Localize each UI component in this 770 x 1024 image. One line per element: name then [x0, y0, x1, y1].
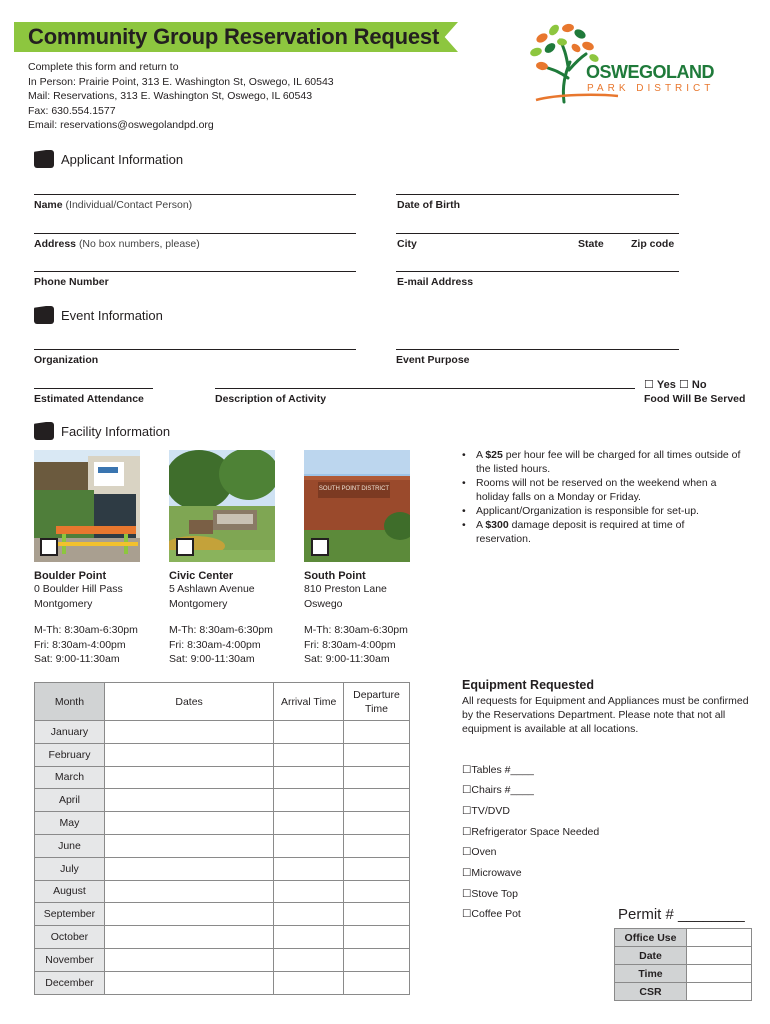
departure-cell[interactable]: [344, 743, 410, 766]
facility-civic-center: [169, 570, 273, 667]
office-row: [615, 929, 752, 947]
month-header: Month: [35, 683, 105, 721]
table-row: [35, 857, 410, 880]
month-cell: December: [35, 971, 105, 994]
office-use-table: [614, 928, 752, 1001]
facility-name: Civic Center: [169, 570, 234, 582]
state-label: State: [578, 238, 604, 250]
table-row: [35, 721, 410, 744]
city-state-zip-field[interactable]: [396, 233, 679, 234]
intro-line: In Person: Prairie Point, 313 E. Washington St, Oswego, IL 60543: [28, 75, 334, 88]
month-cell: July: [35, 857, 105, 880]
facility-hours: Sat: 9:00-11:30am: [34, 653, 120, 665]
month-cell: September: [35, 903, 105, 926]
dates-cell[interactable]: [104, 880, 273, 903]
departure-cell[interactable]: [344, 903, 410, 926]
arrival-cell[interactable]: [274, 834, 344, 857]
month-cell: March: [35, 766, 105, 789]
yes-checkbox[interactable]: ☐ Yes: [644, 379, 676, 391]
equipment-refrigerator[interactable]: ☐Refrigerator Space Needed: [462, 826, 600, 838]
page-title: Community Group Reservation Request: [28, 24, 440, 49]
address-field[interactable]: [34, 233, 356, 234]
dates-cell[interactable]: [104, 721, 273, 744]
arrival-cell[interactable]: [274, 926, 344, 949]
email-label: E-mail Address: [397, 276, 474, 288]
facility-hours: M-Th: 8:30am-6:30pm: [304, 624, 408, 636]
food-label: Food Will Be Served: [644, 393, 746, 405]
departure-cell[interactable]: [344, 721, 410, 744]
event-purpose-label: Event Purpose: [396, 354, 470, 366]
intro-line: Fax: 630.554.1577: [28, 104, 116, 117]
equipment-coffee-pot[interactable]: ☐Coffee Pot: [462, 908, 521, 920]
attendance-label: Estimated Attendance: [34, 393, 144, 405]
table-row: [35, 834, 410, 857]
intro-block: [28, 60, 428, 133]
dates-cell[interactable]: [104, 903, 273, 926]
arrival-cell[interactable]: [274, 812, 344, 835]
table-row: [35, 743, 410, 766]
dates-cell[interactable]: [104, 789, 273, 812]
event-purpose-field[interactable]: [396, 349, 679, 350]
note-item: • Applicant/Organization is responsible for set-up.: [462, 504, 742, 518]
description-label: Description of Activity: [215, 393, 327, 405]
office-row-value[interactable]: [687, 929, 752, 947]
facility-hours: Fri: 8:30am-4:00pm: [304, 638, 396, 651]
arrival-cell[interactable]: [274, 971, 344, 994]
reservation-table-body: [35, 721, 410, 995]
intro-line: Mail: Reservations, 313 E. Washington St, Oswego, IL 60543: [28, 90, 313, 102]
section-marker-icon: [34, 422, 54, 440]
facility-notes: [462, 448, 742, 546]
office-row-value[interactable]: [687, 947, 752, 965]
civic-center-checkbox[interactable]: [176, 538, 194, 556]
applicant-section-title: Applicant Information: [61, 152, 184, 167]
note-item: • Rooms will not be reserved on the weekend when a holiday falls on a Monday or Friday.: [462, 476, 742, 504]
attendance-field[interactable]: [34, 388, 153, 389]
office-row: [615, 947, 752, 965]
departure-cell[interactable]: [344, 766, 410, 789]
logo-name: OSWEGOLAND: [586, 62, 714, 82]
boulder-point-checkbox[interactable]: [40, 538, 58, 556]
departure-cell[interactable]: [344, 926, 410, 949]
arrival-cell[interactable]: [274, 743, 344, 766]
table-row: [35, 926, 410, 949]
month-cell: June: [35, 834, 105, 857]
facility-hours: Sat: 9:00-11:30am: [169, 653, 255, 665]
equipment-stove-top[interactable]: ☐Stove Top: [462, 888, 518, 900]
equipment-tv-dvd[interactable]: ☐TV/DVD: [462, 805, 510, 817]
intro-line: Complete this form and return to: [28, 61, 179, 73]
departure-cell[interactable]: [344, 880, 410, 903]
office-row: [615, 983, 752, 1001]
facility-city: Oswego: [304, 597, 343, 610]
description-field[interactable]: [215, 388, 635, 389]
arrival-cell[interactable]: [274, 721, 344, 744]
arrival-cell[interactable]: [274, 880, 344, 903]
facility-street: 5 Ashlawn Avenue: [169, 583, 255, 595]
equipment-chairs[interactable]: ☐Chairs #____: [462, 784, 534, 796]
table-row: [35, 971, 410, 994]
email-field[interactable]: [396, 271, 679, 272]
table-row: [35, 766, 410, 789]
month-cell: November: [35, 948, 105, 971]
departure-cell[interactable]: [344, 789, 410, 812]
city-label: City: [397, 238, 417, 250]
departure-cell[interactable]: [344, 971, 410, 994]
arrival-cell[interactable]: [274, 789, 344, 812]
facility-hours: M-Th: 8:30am-6:30pm: [169, 624, 273, 636]
dates-cell[interactable]: [104, 971, 273, 994]
arrival-cell[interactable]: [274, 857, 344, 880]
dates-cell[interactable]: [104, 948, 273, 971]
office-row: [615, 965, 752, 983]
zip-label: Zip code: [631, 238, 675, 250]
facility-hours: Fri: 8:30am-4:00pm: [169, 638, 261, 651]
reservation-table: [34, 682, 410, 995]
facility-section-title: Facility Information: [61, 424, 171, 439]
dates-cell[interactable]: [104, 743, 273, 766]
office-row-label: Office Use: [615, 929, 687, 947]
month-cell: February: [35, 743, 105, 766]
facility-hours: Fri: 8:30am-4:00pm: [34, 638, 126, 651]
equipment-microwave[interactable]: ☐Microwave: [462, 867, 522, 879]
table-header-row: [35, 683, 410, 721]
table-row: [35, 812, 410, 835]
section-marker-icon: [34, 306, 54, 324]
logo-subtitle: PARK DISTRICT: [587, 83, 715, 94]
facility-city: Montgomery: [169, 597, 228, 610]
month-cell: October: [35, 926, 105, 949]
arrival-header: Arrival Time: [274, 683, 344, 721]
facility-name: South Point: [304, 570, 366, 582]
event-section-title: Event Information: [61, 308, 163, 323]
table-row: [35, 880, 410, 903]
note-item: • A $25 per hour fee will be charged for all times outside of the listed hours.: [462, 448, 742, 476]
office-row-label: Date: [615, 947, 687, 965]
equipment-title: Equipment Requested: [462, 678, 594, 692]
phone-field[interactable]: [34, 271, 356, 272]
dates-cell[interactable]: [104, 834, 273, 857]
organization-label: Organization: [34, 354, 99, 366]
month-cell: May: [35, 812, 105, 835]
name-field[interactable]: [34, 194, 356, 195]
table-row: [35, 789, 410, 812]
departure-cell[interactable]: [344, 857, 410, 880]
equipment-description: All requests for Equipment and Appliances must be confirmed by the Reservations Department. Please note that not all equipment is available at all locations.: [462, 695, 749, 735]
south-point-checkbox[interactable]: [311, 538, 329, 556]
facility-street: 0 Boulder Hill Pass: [34, 583, 123, 595]
month-cell: April: [35, 789, 105, 812]
departure-cell[interactable]: [344, 812, 410, 835]
office-row-value[interactable]: [687, 983, 752, 1001]
month-cell: August: [35, 880, 105, 903]
intro-line: Email: reservations@oswegolandpd.org: [28, 119, 214, 131]
name-label: Name (Individual/Contact Person): [34, 199, 193, 211]
building-sign-text: SOUTH POINT DISTRICT: [318, 486, 390, 492]
office-row-value[interactable]: [687, 965, 752, 983]
equipment-tables[interactable]: ☐Tables #____: [462, 764, 534, 776]
office-row-label: Time: [615, 965, 687, 983]
facility-hours: Sat: 9:00-11:30am: [304, 653, 390, 665]
table-row: [35, 948, 410, 971]
dates-cell[interactable]: [104, 857, 273, 880]
section-marker-icon: [34, 150, 54, 168]
food-options: [644, 378, 707, 391]
dates-header: Dates: [104, 683, 273, 721]
no-checkbox[interactable]: ☐ No: [678, 379, 707, 391]
organization-field[interactable]: [34, 349, 356, 350]
dates-cell[interactable]: [104, 766, 273, 789]
facility-south-point: [304, 570, 408, 667]
facility-name: Boulder Point: [34, 570, 107, 582]
address-label: Address (No box numbers, please): [34, 238, 200, 250]
note-item: • A $300 damage deposit is required at time of reservation.: [462, 518, 742, 546]
facility-hours: M-Th: 8:30am-6:30pm: [34, 624, 138, 636]
table-row: [35, 903, 410, 926]
arrival-cell[interactable]: [274, 948, 344, 971]
equipment-oven[interactable]: ☐Oven: [462, 846, 497, 858]
departure-cell[interactable]: [344, 948, 410, 971]
dates-cell[interactable]: [104, 926, 273, 949]
arrival-cell[interactable]: [274, 766, 344, 789]
dates-cell[interactable]: [104, 812, 273, 835]
month-cell: January: [35, 721, 105, 744]
dob-field[interactable]: [396, 194, 679, 195]
departure-header: Departure Time: [344, 683, 410, 721]
permit-number-field[interactable]: Permit # ________: [618, 906, 745, 923]
arrival-cell[interactable]: [274, 903, 344, 926]
facility-city: Montgomery: [34, 597, 93, 610]
departure-cell[interactable]: [344, 834, 410, 857]
dob-label: Date of Birth: [397, 199, 460, 211]
facility-boulder-point: [34, 570, 138, 667]
facility-street: 810 Preston Lane: [304, 583, 387, 595]
phone-label: Phone Number: [34, 276, 109, 288]
office-row-label: CSR: [615, 983, 687, 1001]
